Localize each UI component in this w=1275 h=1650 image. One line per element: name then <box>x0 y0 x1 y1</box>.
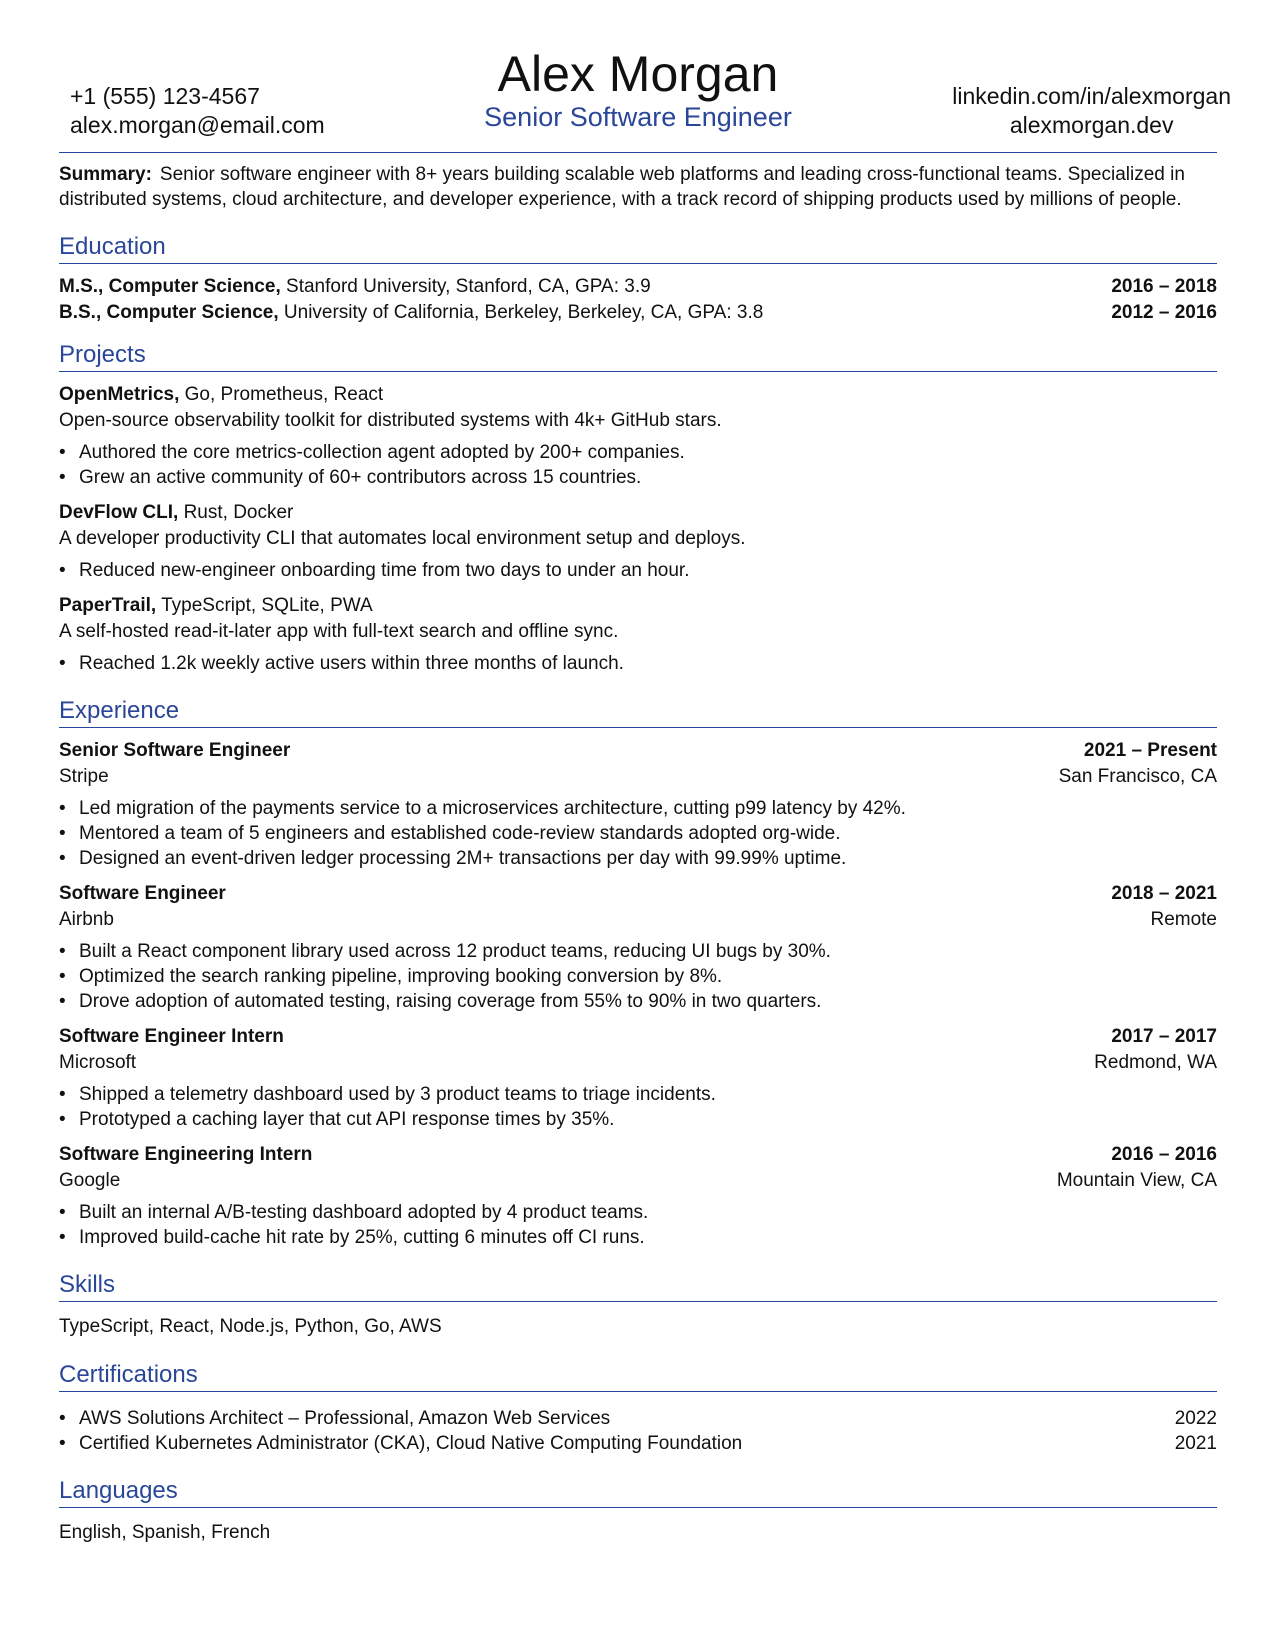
education-item <box>59 274 1217 300</box>
project-bullets <box>59 558 1217 583</box>
job-role: Software Engineer Intern <box>59 1026 284 1047</box>
resume-header <box>59 0 1231 154</box>
section-skills-title: Skills <box>59 1270 1217 1302</box>
job-company: Airbnb <box>59 909 114 930</box>
summary-text: Senior software engineer with 8+ years building scalable web platforms and leading cross-functional teams. Specialized in distributed systems, cloud architecture, and developer experience, with a track record of shipping products used by millions of people. <box>59 164 1185 210</box>
project-item <box>59 593 1217 676</box>
bullet-item: • Mentored a team of 5 engineers and established code-review standards adopted org-wide. <box>59 821 1217 846</box>
job-role: Software Engineering Intern <box>59 1144 313 1165</box>
project-name: PaperTrail, <box>59 595 157 616</box>
bullet-item: • Built a React component library used across 12 product teams, reducing UI bugs by 30%. <box>59 939 1217 964</box>
email[interactable]: alex.morgan@email.com <box>70 112 325 138</box>
resume-page <box>59 0 1231 1546</box>
job-bullets <box>59 939 1217 1014</box>
certification-year: 2022 <box>1174 1408 1217 1429</box>
job-company: Google <box>59 1170 121 1191</box>
summary <box>59 162 1217 212</box>
full-name: Alex Morgan <box>497 46 779 102</box>
project-bullets <box>59 440 1217 490</box>
bullet-item: • Shipped a telemetry dashboard used by 3 product teams to triage incidents. <box>59 1082 1217 1107</box>
job-item <box>59 1024 1217 1132</box>
job-location: San Francisco, CA <box>1058 766 1217 787</box>
job-dates: 2017 – 2017 <box>1111 1026 1217 1047</box>
bullet-item: • Designed an event-driven ledger processing 2M+ transactions per day with 99.99% uptime. <box>59 846 1217 871</box>
degree: M.S., Computer Science, <box>59 276 281 297</box>
section-certifications-title: Certifications <box>59 1360 1217 1392</box>
bullet-item: • Drove adoption of automated testing, raising coverage from 55% to 90% in two quarters. <box>59 989 1217 1014</box>
job-role: Software Engineer <box>59 883 226 904</box>
certification-item <box>59 1406 1217 1431</box>
project-item <box>59 382 1217 490</box>
job-role: Senior Software Engineer <box>59 740 291 761</box>
job-item <box>59 881 1217 1014</box>
bullet-item: • Prototyped a caching layer that cut API response times by 35%. <box>59 1107 1217 1132</box>
job-company: Stripe <box>59 766 109 787</box>
project-tech: TypeScript, SQLite, PWA <box>161 595 373 616</box>
section-languages-title: Languages <box>59 1476 1217 1508</box>
project-item <box>59 500 1217 583</box>
project-description: A self-hosted read-it-later app with full-text search and offline sync. <box>59 621 619 642</box>
bullet-item: • Reached 1.2k weekly active users within three months of launch. <box>59 651 1217 676</box>
contact-right <box>952 82 1231 140</box>
job-location: Remote <box>1150 909 1217 930</box>
certification-year: 2021 <box>1174 1433 1217 1454</box>
job-location: Redmond, WA <box>1094 1052 1217 1073</box>
bullet-item: • Improved build-cache hit rate by 25%, cutting 6 minutes off CI runs. <box>59 1225 1217 1250</box>
bullet-item: • Reduced new-engineer onboarding time from two days to under an hour. <box>59 558 1217 583</box>
bullet-item: • Grew an active community of 60+ contributors across 15 countries. <box>59 465 1217 490</box>
job-location: Mountain View, CA <box>1056 1170 1217 1191</box>
job-item <box>59 738 1217 871</box>
certification-item <box>59 1431 1217 1456</box>
bullet-item: • Authored the core metrics-collection agent adopted by 200+ companies. <box>59 440 1217 465</box>
website-link[interactable]: alexmorgan.dev <box>1009 112 1174 138</box>
education-list <box>59 274 1217 326</box>
project-tech: Go, Prometheus, React <box>184 384 384 405</box>
bullet-item: • Led migration of the payments service to a microservices architecture, cutting p99 latency by 42%. <box>59 796 1217 821</box>
linkedin-link[interactable]: linkedin.com/in/alexmorgan <box>952 83 1231 109</box>
job-dates: 2018 – 2021 <box>1111 883 1217 904</box>
certifications-list <box>59 1406 1217 1456</box>
skills-list: TypeScript, React, Node.js, Python, Go, AWS <box>59 1316 442 1337</box>
education-dates: 2012 – 2016 <box>1111 302 1217 323</box>
bullet-item: • Optimized the search ranking pipeline, improving booking conversion by 8%. <box>59 964 1217 989</box>
certification-text: • Certified Kubernetes Administrator (CKA), Cloud Native Computing Foundation <box>59 1431 742 1456</box>
job-dates: 2021 – Present <box>1083 740 1217 761</box>
certification-text: • AWS Solutions Architect – Professional, Amazon Web Services <box>59 1406 610 1431</box>
project-tech: Rust, Docker <box>183 502 294 523</box>
job-dates: 2016 – 2016 <box>1111 1144 1217 1165</box>
job-bullets <box>59 796 1217 871</box>
phone: +1 (555) 123-4567 <box>70 83 260 109</box>
education-item <box>59 300 1217 326</box>
project-description: Open-source observability toolkit for distributed systems with 4k+ GitHub stars. <box>59 410 722 431</box>
project-name: OpenMetrics, <box>59 384 180 405</box>
job-company: Microsoft <box>59 1052 137 1073</box>
school-details: Stanford University, Stanford, CA, GPA: 3.9 <box>286 276 651 297</box>
job-bullets <box>59 1082 1217 1132</box>
section-experience-title: Experience <box>59 696 1217 728</box>
project-bullets <box>59 651 1217 676</box>
degree: B.S., Computer Science, <box>59 302 279 323</box>
job-item <box>59 1142 1217 1250</box>
languages-list: English, Spanish, French <box>59 1522 271 1543</box>
school-details: University of California, Berkeley, Berkeley, CA, GPA: 3.8 <box>283 302 764 323</box>
section-projects-title: Projects <box>59 340 1217 372</box>
project-name: DevFlow CLI, <box>59 502 179 523</box>
job-title: Senior Software Engineer <box>484 102 792 132</box>
bullet-item: • Built an internal A/B-testing dashboard adopted by 4 product teams. <box>59 1200 1217 1225</box>
header-divider <box>59 152 1217 153</box>
section-education-title: Education <box>59 232 1217 264</box>
project-description: A developer productivity CLI that automates local environment setup and deploys. <box>59 528 746 549</box>
job-bullets <box>59 1200 1217 1250</box>
education-dates: 2016 – 2018 <box>1111 276 1217 297</box>
summary-label: Summary: <box>59 164 152 185</box>
